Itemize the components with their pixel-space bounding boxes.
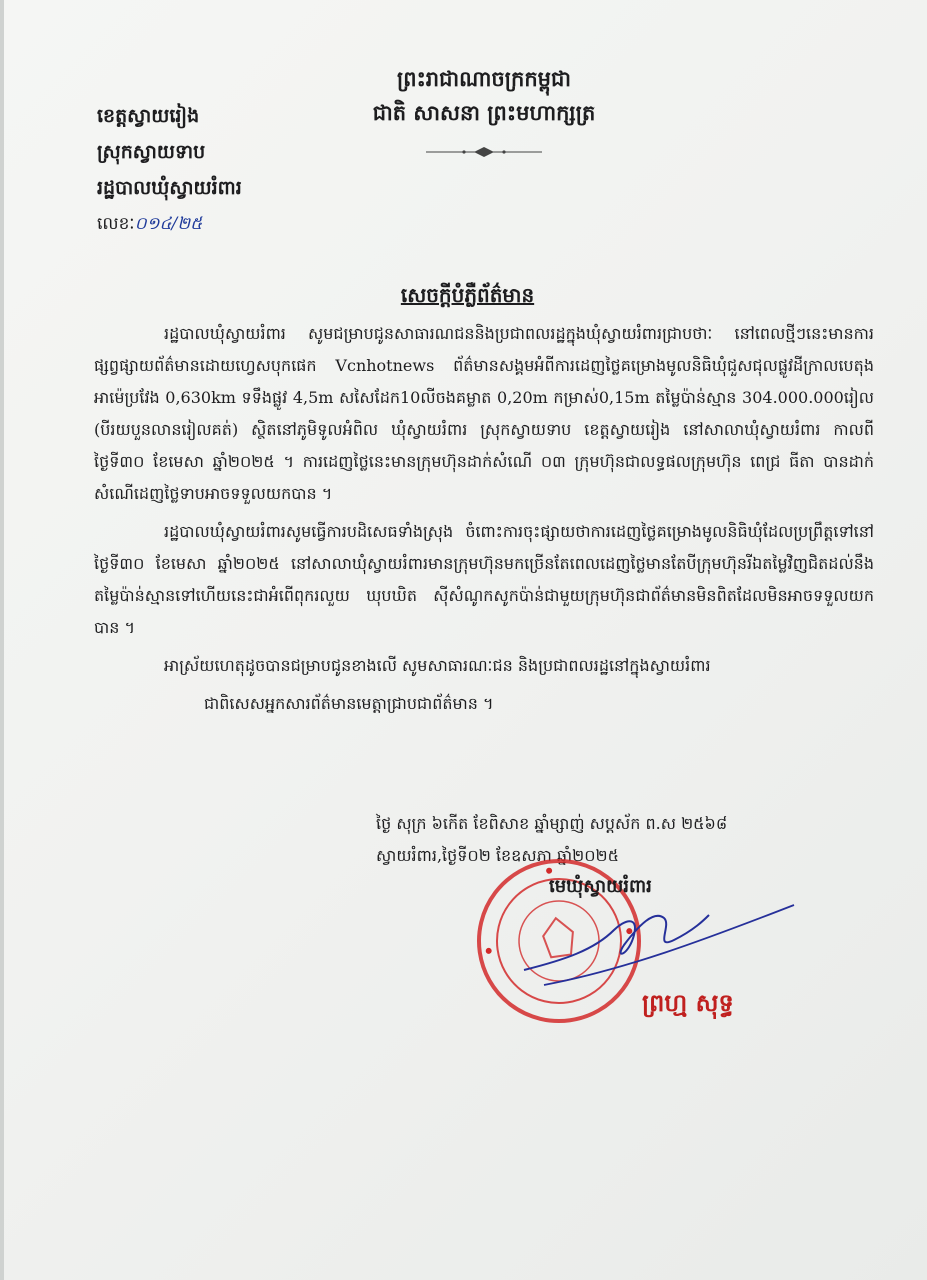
sender-commune: រដ្ឋបាលឃុំស្វាយរំពារ [97, 177, 242, 199]
reference-number-label: លេខៈ [97, 214, 135, 234]
paragraph-3: អាស្រ័យហេតុដូចបានជម្រាបជូនខាងលើ សូមសាធារណៈជន និងប្រជាពលរដ្ឋនៅក្នុងស្វាយរំពារ [164, 656, 711, 675]
paragraph-4: ជាពិសេសអ្នកសារព័ត៌មានមេត្តាជ្រាបជាព័ត៌មាន ។ [204, 694, 494, 713]
signer-name: ព្រហ្ម សុទ្ធ [642, 988, 734, 1017]
national-motto: ជាតិ សាសនា ព្រះមហាក្សត្រ [372, 100, 596, 125]
sender-province: ខេត្តស្វាយរៀង [97, 105, 200, 127]
document-title: សេចក្តីបំភ្លឺព័ត៌មាន [400, 283, 535, 307]
sender-block [97, 98, 242, 242]
handwritten-signature [504, 890, 804, 1000]
document-body [94, 318, 874, 726]
sender-district: ស្រុកស្វាយទាប [97, 141, 206, 163]
paragraph-1: រដ្ឋបាលឃុំស្វាយរំពារ សូមជម្រាបជូនសាធារណជននិងប្រជាពលរដ្ឋក្នុងឃុំស្វាយរំពារជ្រាបថាៈ នៅពេលថ្មីៗនេះមានការផ្សព្វផ្សាយព័ត៌មានដោយហ្វេសបុកផេក Vcnhotnews ព័ត៌មានសង្គមអំពីការដេញថ្លៃគម្រោងមូលនិធិឃុំជួសជុលផ្លូវដីក្រាលបេតុងអាម៉េប្រវែង 0,630km ទទឹងផ្លូវ 4,5m សសៃដែក10លីចងគម្លាត 0,20m កម្រាស់0,15m តម្លៃប៉ាន់ស្មាន 304.000.000រៀល (បីរយបួនលានរៀលគត់) ស្ថិតនៅភូមិទូលអំពិល ឃុំស្វាយរំពារ ស្រុកស្វាយទាប ខេត្តស្វាយរៀង នៅសាលាឃុំស្វាយរំពារ កាលពីថ្ងៃទី៣០ ខែមេសា ឆ្នាំ២០២៥ ។ ការដេញថ្លៃនេះមានក្រុមហ៊ុនដាក់សំណើ ០៣ ក្រុមហ៊ុនជាលទ្ធផលក្រុមហ៊ុន ពេជ្រ ធីតា បានដាក់សំណើដេញថ្លៃទាបអាចទទួលយកបាន ។ [94, 324, 874, 503]
reference-number [97, 206, 242, 242]
kingdom-header [334, 62, 634, 130]
date-solar: ស្វាយរំពារ,ថ្ងៃទី០២ ខែឧសភា ឆ្នាំ២០២៥ [376, 846, 619, 865]
date-lunar: ថ្ងៃ សុក្រ ៦កើត ខែពិសាខ ឆ្នាំម្សាញ់ សប្តស័ក ព.ស ២៥៦៨ [376, 814, 728, 833]
kingdom-title: ព្រះរាជាណាចក្រកម្ពុជា [396, 66, 571, 91]
divider-ornament [424, 146, 544, 158]
reference-number-value: ០១៤/២៥ [134, 214, 203, 234]
paragraph-2: រដ្ឋបាលឃុំស្វាយរំពារសូមធ្វើការបដិសេធទាំងស្រុង ចំពោះការចុះផ្សាយថាការដេញថ្លៃគម្រោងមូលនិធិឃុំដែលប្រព្រឹត្តទៅនៅថ្ងៃទី៣០ ខែមេសា ឆ្នាំ២០២៥ នៅសាលាឃុំស្វាយរំពារមានក្រុមហ៊ុនមកច្រើនតែពេលដេញថ្លៃមានតែបីក្រុមហ៊ុនរីឯតម្លៃវិញជិតដល់នឹងតម្លៃប៉ាន់ស្មានទៅហើយនេះជាអំពើពុករលួយ ឃុបឃិត ស៊ីសំណូកសូកប៉ាន់ជាមួយក្រុមហ៊ុនជាព័ត៌មានមិនពិតដែលមិនអាចទទួលយកបាន ។ [94, 522, 874, 637]
signer-role: មេឃុំស្វាយរំពារ [549, 876, 652, 897]
